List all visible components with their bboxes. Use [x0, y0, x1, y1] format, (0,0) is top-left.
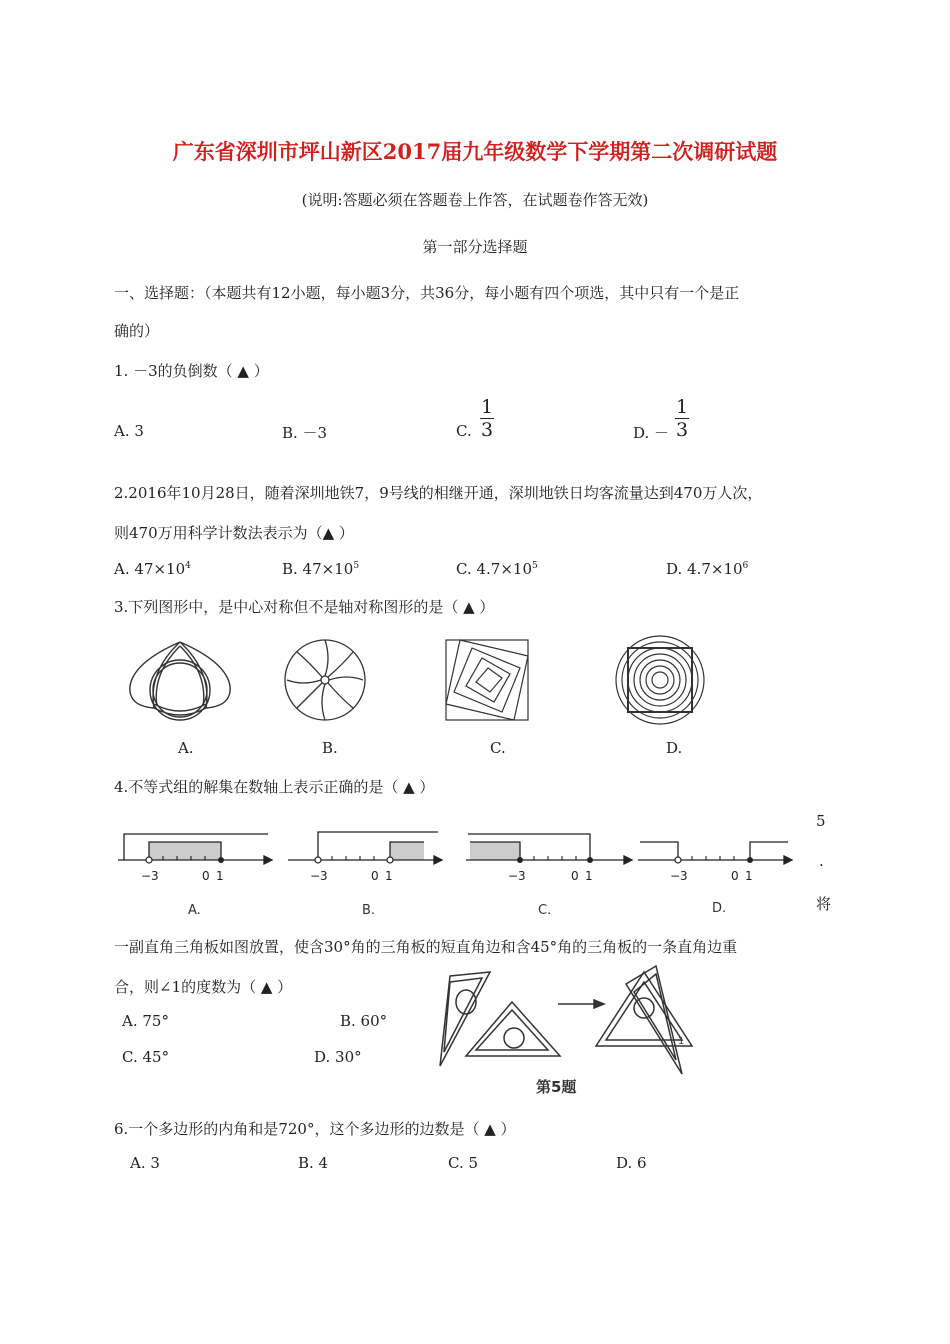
q5-option-a: A. 75° — [122, 1012, 169, 1030]
q1-option-d-fraction: $\frac{1}{3}$ — [675, 396, 689, 441]
svg-text:−3: −3 — [670, 869, 688, 883]
q4-number-line-a — [118, 824, 278, 920]
q3-label-d: D. — [666, 739, 683, 757]
q1-option-c-fraction: $\frac{1}{3}$ — [480, 396, 494, 441]
q6-option-c: C. 5 — [448, 1154, 479, 1172]
q3-label-c: C. — [490, 739, 506, 757]
q6-option-a: A. 3 — [130, 1154, 160, 1172]
q2-option-a: A. $47\times 10^4$ — [114, 560, 191, 578]
tick-1: 1 — [216, 869, 224, 883]
q2-stem: 2.2016年10月28日，随着深圳地铁7，9号线的相继开通，深圳地铁日均客流量达到470万人次， — [114, 484, 763, 502]
q2-stem-cont: 则470万用科学计数法表示为（▲ ） — [114, 524, 354, 542]
q4-label-a: A. — [188, 903, 201, 918]
svg-text:0: 0 — [571, 869, 579, 883]
q4-stem: 4.不等式组的解集在数轴上表示正确的是（ ▲ ） — [114, 778, 435, 796]
svg-text:0: 0 — [731, 869, 739, 883]
q3-figure-c-rotated-squares — [442, 638, 532, 722]
q2-option-d: D. $4.7\times 10^6$ — [666, 560, 749, 578]
svg-text:0: 0 — [371, 869, 379, 883]
q6-option-b: B. 4 — [298, 1154, 329, 1172]
q5-number: 5 — [816, 812, 826, 830]
q5-option-c: C. 45° — [122, 1048, 170, 1066]
q1-option-c: C. — [456, 422, 472, 440]
q5-stem: 一副直角三角板如图放置，使含30°角的三角板的短直角边和含45°角的三角板的一条直角边重 — [114, 938, 738, 956]
section-header-cont: 确的） — [114, 322, 160, 340]
q1-option-a: A. 3 — [114, 422, 144, 440]
q5-stem-cont: 合，则∠1的度数为（ ▲ ） — [114, 978, 293, 996]
instructions-note: (说明:答题必须在答题卷上作答，在试题卷作答无效) — [301, 191, 649, 209]
svg-text:1: 1 — [745, 869, 753, 883]
q5-angle-label: 1 — [678, 1036, 685, 1047]
q4-number-line-c — [466, 824, 636, 920]
q3-label-b: B. — [322, 739, 338, 757]
q3-figure-b-pinwheel — [283, 638, 367, 722]
q5-caption: 第5题 — [536, 1078, 577, 1096]
q2-option-c: C. $4.7\times 10^5$ — [456, 560, 538, 578]
q3-label-a: A. — [178, 739, 194, 757]
q6-option-d: D. 6 — [616, 1154, 647, 1172]
page-title: 广东省深圳市坪山新区2017届九年级数学下学期第二次调研试题 — [172, 139, 778, 164]
q5-dot: . — [819, 852, 824, 870]
q1-option-b: B. －3 — [282, 424, 328, 442]
q5-jiang: 将 — [816, 895, 832, 913]
q1-option-d: D. － — [633, 424, 670, 442]
tick-0: 0 — [202, 869, 210, 883]
svg-text:1: 1 — [385, 869, 393, 883]
q4-number-line-d — [638, 824, 798, 920]
svg-text:−3: −3 — [508, 869, 526, 883]
q3-figure-d-concentric-circles — [614, 634, 706, 726]
q3-stem: 3.下列图形中，是中心对称但不是轴对称图形的是（ ▲ ） — [114, 598, 495, 616]
q4-label-d: D. — [712, 901, 727, 916]
svg-text:1: 1 — [585, 869, 593, 883]
tick-neg3: −3 — [141, 869, 159, 883]
q2-option-b: B. $47\times 10^5$ — [282, 560, 360, 578]
q5-option-d: D. 30° — [314, 1048, 362, 1066]
q6-stem: 6.一个多边形的内角和是720°，这个多边形的边数是（ ▲ ） — [114, 1120, 516, 1138]
q4-label-b: B. — [362, 903, 376, 918]
q4-number-line-b — [288, 824, 448, 920]
svg-text:−3: −3 — [310, 869, 328, 883]
q4-label-c: C. — [538, 903, 552, 918]
section-header: 一、选择题：（本题共有12小题，每小题3分，共36分，每小题有四个项选，其中只有一个是正 — [114, 284, 740, 302]
q3-figure-a-trefoil — [124, 636, 236, 722]
part-heading: 第一部分选择题 — [422, 238, 528, 256]
q5-option-b: B. 60° — [340, 1012, 388, 1030]
q5-triangle-figure — [430, 964, 702, 1096]
q1-stem: 1. －3的负倒数（ ▲ ） — [114, 362, 269, 380]
